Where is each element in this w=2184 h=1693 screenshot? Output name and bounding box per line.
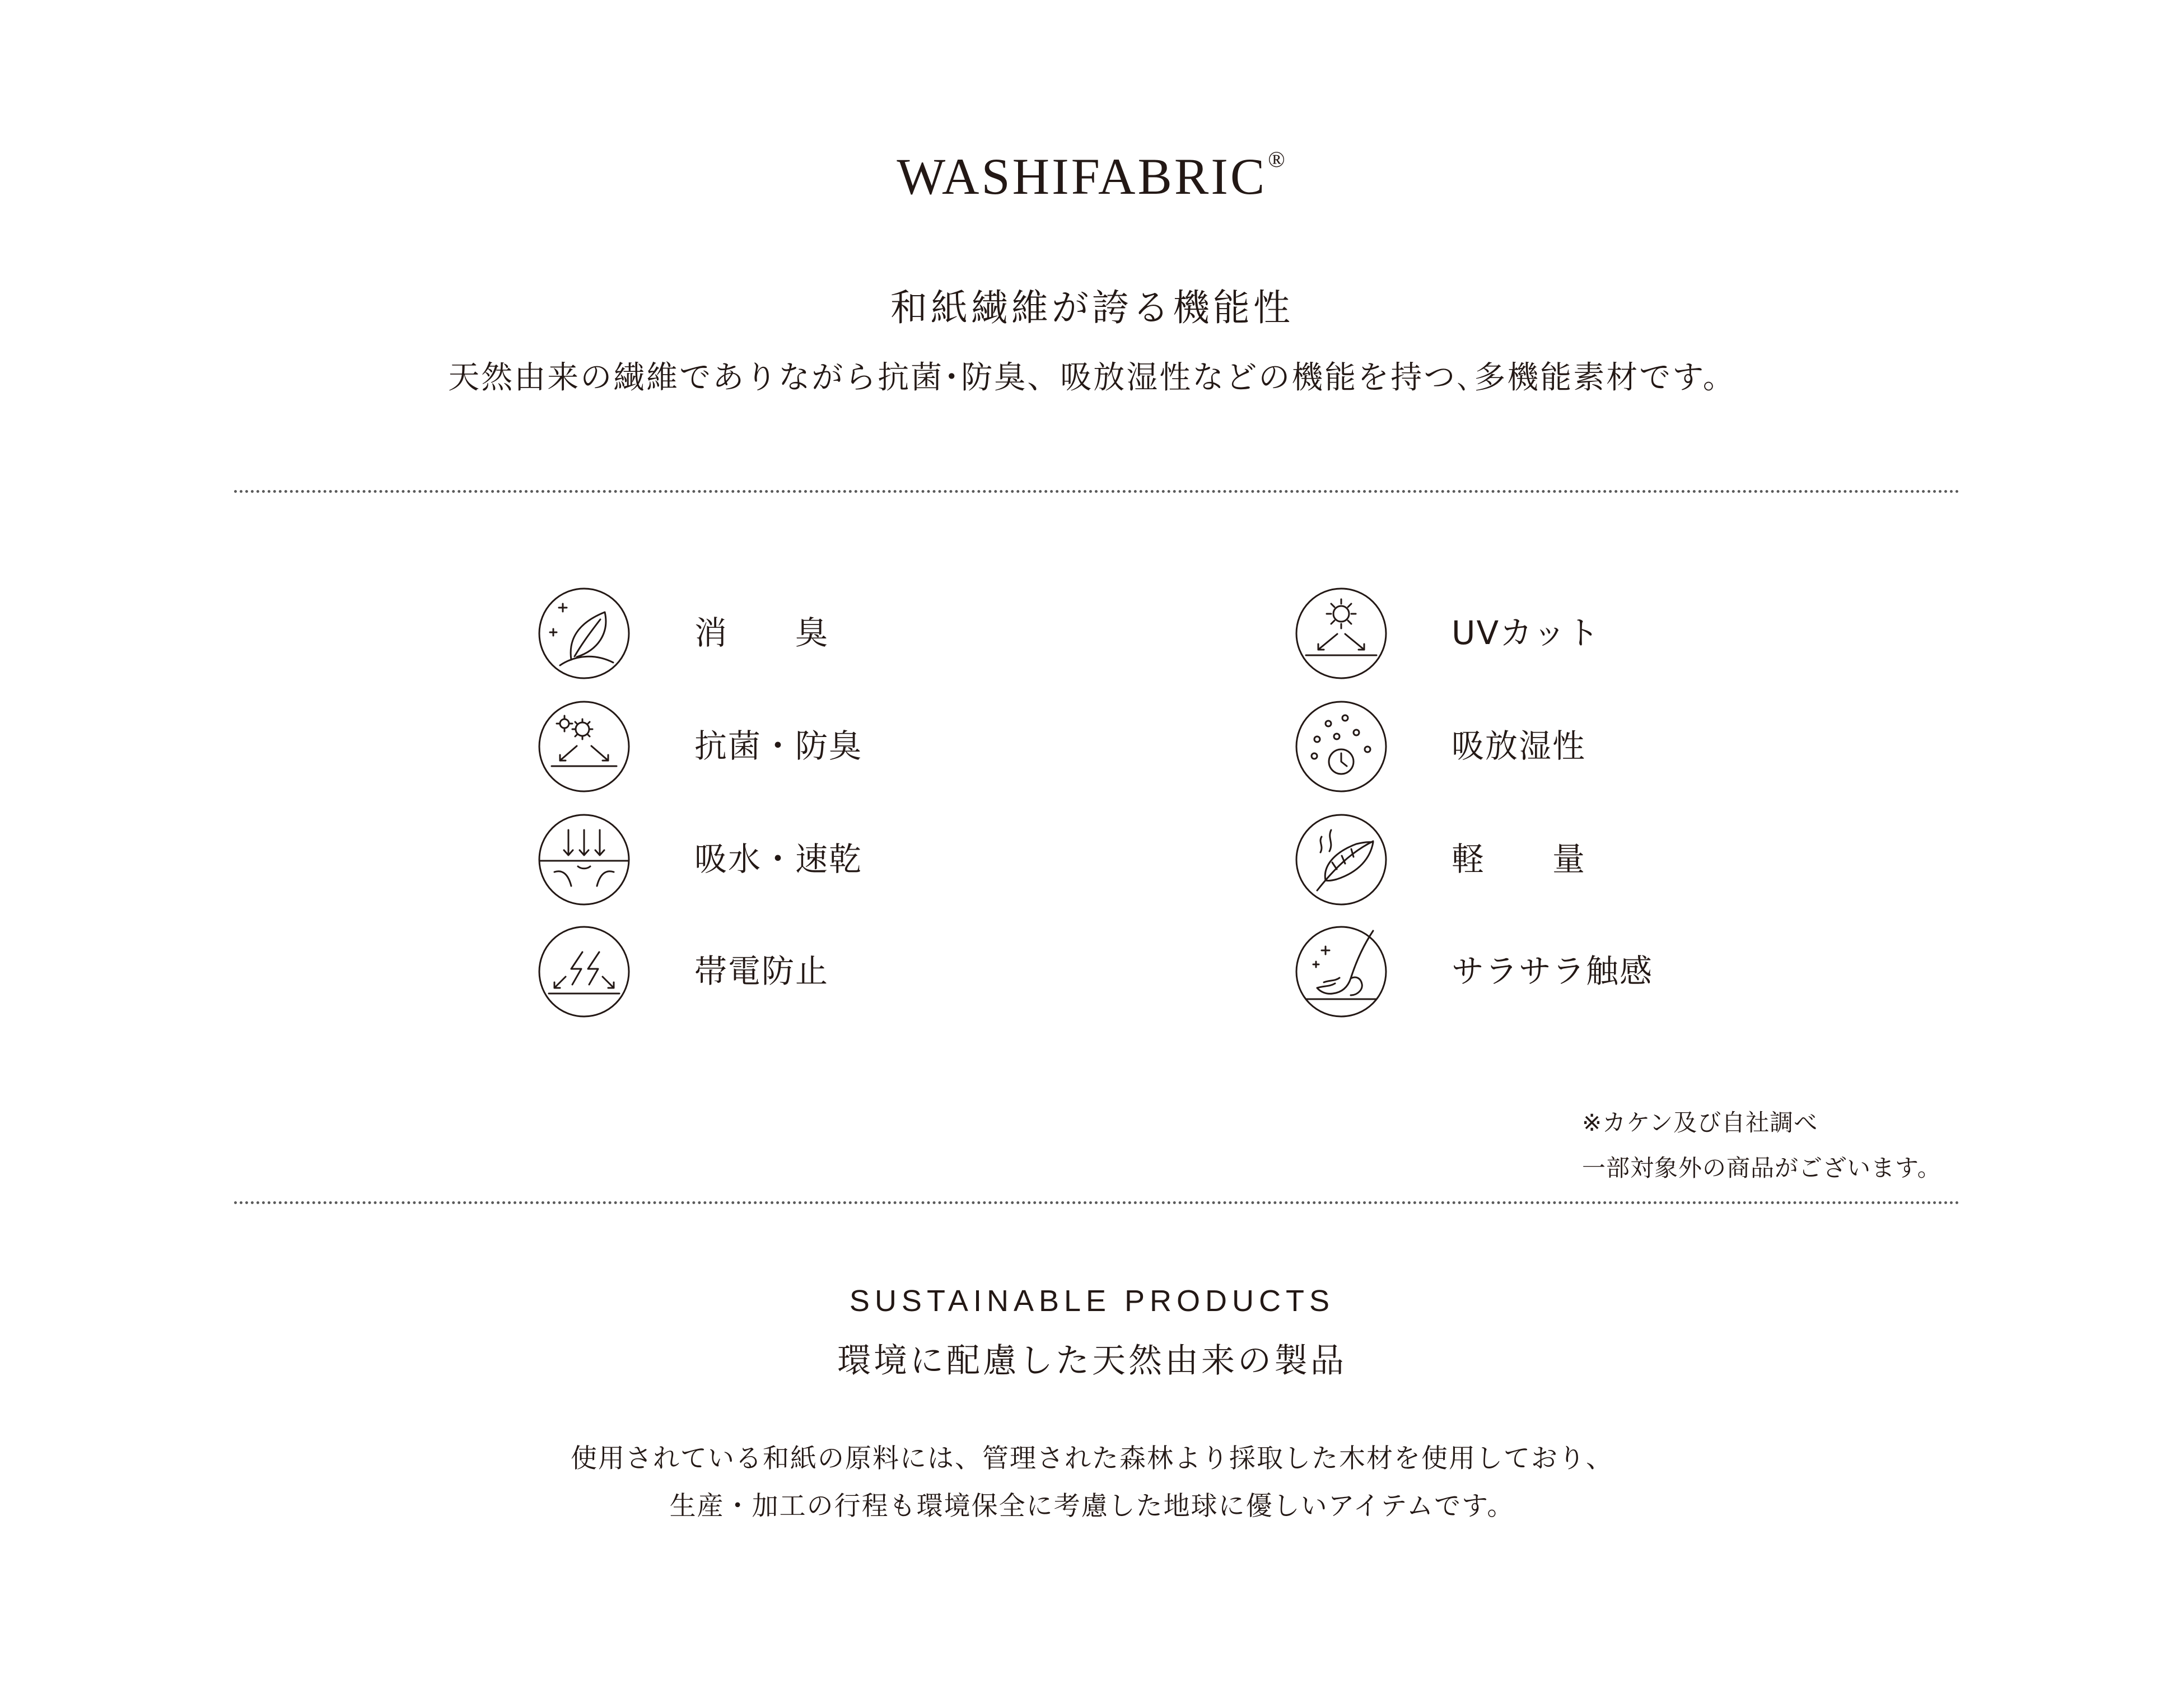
leaf-sparkle-icon	[538, 587, 631, 680]
footnote-exclusion: 一部対象外の商品がございます。	[1582, 1154, 1942, 1182]
feature-deodorant	[538, 587, 1042, 682]
sun-reflect-icon	[1295, 587, 1388, 680]
footnote-source: ※カケン及び自社調べ	[1582, 1109, 1818, 1136]
sustainable-heading-en: SUSTAINABLE PRODUCTS	[849, 1284, 1335, 1318]
function-heading: 和紙繊維が誇る機能性	[890, 286, 1294, 329]
lightning-shield-icon	[538, 925, 631, 1018]
feature-antistatic	[538, 925, 1042, 1020]
feature-label: UVカット	[1452, 614, 1600, 652]
sustainable-heading-jp: 環境に配慮した天然由来の製品	[837, 1341, 1347, 1380]
sustainable-body-line: 使用されている和紙の原料には、管理された森林より採取した木材を使用しており、	[571, 1443, 1613, 1474]
water-absorb-icon	[538, 813, 631, 906]
feature-uv-cut	[1295, 587, 1799, 682]
top-divider	[234, 490, 1960, 493]
feather-icon	[1295, 813, 1388, 906]
germ-shield-icon	[538, 700, 631, 793]
feature-antibacterial	[538, 700, 1042, 795]
registered-mark: ®	[1268, 147, 1287, 172]
feature-label: 吸水・速乾	[694, 840, 863, 878]
bottom-divider	[234, 1201, 1960, 1204]
feature-label: 吸放湿性	[1452, 727, 1586, 765]
sustainable-body-line: 生産・加工の行程も環境保全に考慮した地球に優しいアイテムです。	[669, 1491, 1515, 1522]
feature-label: 軽 量	[1452, 840, 1586, 878]
feature-label: サラサラ触感	[1452, 952, 1654, 990]
feature-lightweight	[1295, 813, 1799, 908]
feature-moisture	[1295, 700, 1799, 795]
function-lead: 天然由来の繊維でありながら抗菌･防臭、吸放湿性などの機能を持つ､多機能素材です。	[448, 360, 1736, 396]
feature-label: 消 臭	[694, 614, 829, 652]
feature-label: 抗菌・防臭	[694, 727, 863, 765]
brand-logo-text: WASHIFABRIC	[897, 148, 1267, 205]
feature-water-absorb	[538, 813, 1042, 908]
feature-smooth-touch	[1295, 925, 1799, 1020]
hand-touch-icon	[1295, 925, 1388, 1018]
moisture-gauge-icon	[1295, 700, 1388, 793]
feature-label: 帯電防止	[694, 952, 829, 990]
brand-logo	[0, 126, 2184, 205]
